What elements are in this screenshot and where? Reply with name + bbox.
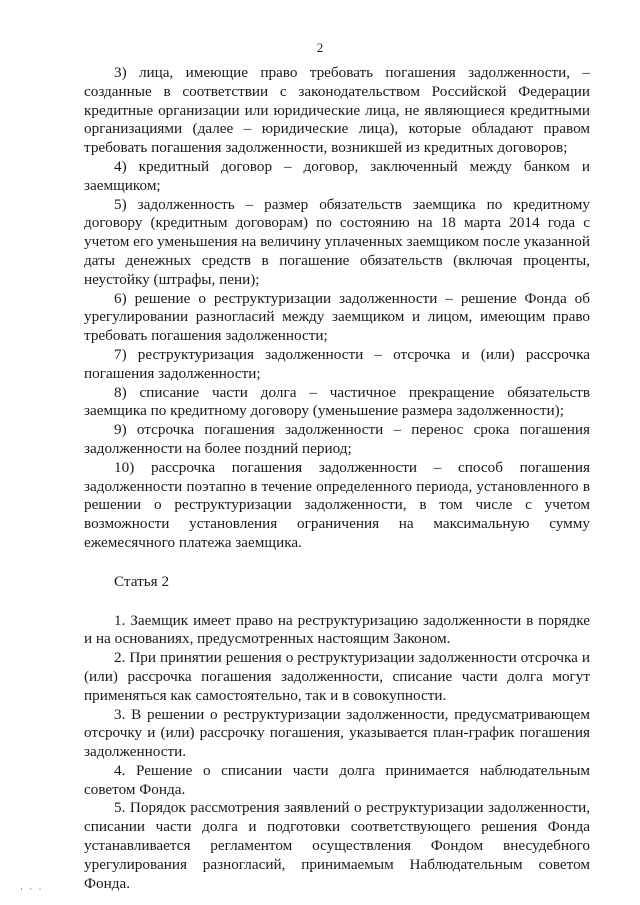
definition-item: 9) отсрочка погашения задолженности – перенос срока погашения задолженности на более поздний период; bbox=[84, 421, 590, 457]
scan-artifact: · · · bbox=[20, 884, 44, 894]
article-item: 5. Порядок рассмотрения заявлений о реструктуризации задолженности, списании части долга и подготовки соответствующего решения Фонда устанавливается регламентом осуществления Фондом внесудебного урегулирования разногласий, принимаемым Наблюдательным советом Фонда. bbox=[84, 799, 590, 892]
article-item: 4. Решение о списании части долга принимается наблюдательным советом Фонда. bbox=[84, 761, 590, 798]
definition-item: 5) задолженность – размер обязательств заемщика по кредитному договору (кредитным договорам) по состоянию на 18 марта 2014 года с учетом его уменьшения на величину уплаченных заемщиком после указанной даты денежных средств в погашение обязательств (включая проценты, неустойку (штрафы, пени); bbox=[84, 195, 590, 288]
definition-item: 4) кредитный договор – договор, заключенный между банком и заемщиком; bbox=[84, 157, 590, 194]
document-body bbox=[84, 64, 590, 893]
page-number: 2 bbox=[316, 40, 324, 55]
definition-item: 3) лица, имеющие право требовать погашения задолженности, – созданные в соответствии с законодательством Российской Федерации кредитные организации или юридические лица, не являющиеся кредитными организациями (далее – юридические лица), которые обладают правом требовать погашения задолженности, возникшей из кредитных договоров; bbox=[84, 64, 590, 157]
article-item: 2. При принятии решения о реструктуризации задолженности отсрочка и (или) рассрочка погашения задолженности, списание части долга могут применяться как самостоятельно, так и в совокупности. bbox=[84, 649, 590, 704]
definition-item: 6) решение о реструктуризации задолженности – решение Фонда об урегулировании разногласий между заемщиком и лицом, имеющим право требовать погашения задолженности; bbox=[84, 289, 590, 345]
definition-item: 10) рассрочка погашения задолженности – способ погашения задолженности поэтапно в течение определенного периода, установленного в решении о реструктуризации задолженности, в том числе с учетом возможности установления ограничения на максимальную сумму ежемесячного платежа заемщика. bbox=[84, 458, 590, 551]
article-item: 1. Заемщик имеет право на реструктуризацию задолженности в порядке и на основаниях, предусмотренных настоящим Законом. bbox=[84, 611, 590, 648]
article-item: 3. В решении о реструктуризации задолженности, предусматривающем отсрочку и (или) рассрочку погашения, указывается план-график погашения задолженности. bbox=[84, 705, 590, 761]
article-heading: Статья 2 bbox=[114, 572, 170, 590]
definition-item: 7) реструктуризация задолженности – отсрочка и (или) рассрочка погашения задолженности; bbox=[84, 345, 590, 382]
definition-item: 8) списание части долга – частичное прекращение обязательств заемщика по кредитному договору (уменьшение размера задолженности); bbox=[84, 383, 590, 420]
